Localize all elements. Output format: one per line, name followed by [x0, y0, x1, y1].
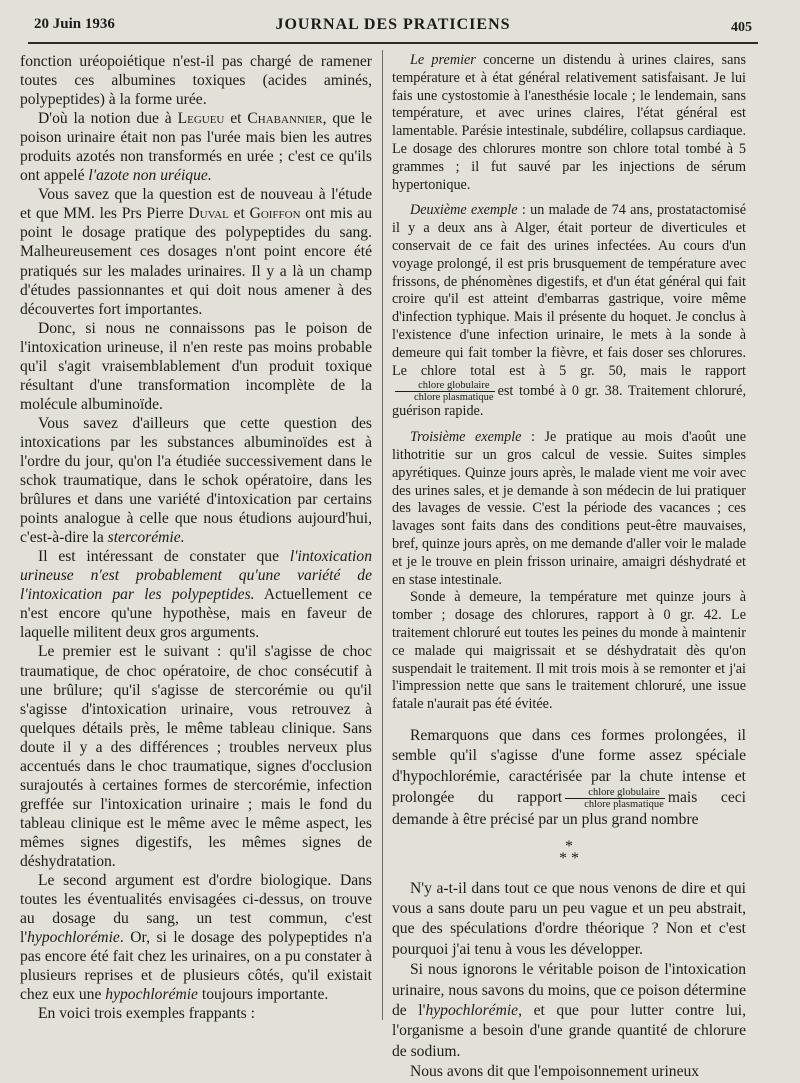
author-name: Chabannier: [247, 110, 323, 128]
paragraph: Si nous ignorons le véritable poison de l'intoxication urinaire, nous savons du moins, que ce poison détermine de l'hypochlorémie, et que pour lutter contre lui, l'organisme a besoin d'une grande quantité de chlorure de sodium.: [392, 961, 746, 1060]
right-column: [392, 52, 746, 1083]
paragraph: Vous savez que la question est de nouveau à l'étude et que MM. les Prs Pierre Duval et Goiffon ont mis au point le dosage pratique des polypeptides du sang. Malheureusement ces dosages n'ont point encore été pratiqués sur les malades urinaires. Il y a là un champ d'études passionnantes et qui doit nous amener à des découvertes fort importantes.: [20, 186, 372, 318]
paragraph: fonction uréopoiétique n'est-il pas chargé de ramener toutes ces albumines toxiques (acides aminés, polypeptides) à la forme urée.: [20, 53, 372, 109]
paragraph: Nous avons dit que l'empoisonnement urineux: [410, 1063, 700, 1081]
left-column: [20, 52, 372, 1023]
example-paragraph: Deuxième exemple : un malade de 74 ans, prostatactomisé il y a deux ans à Alger, était porteur de diverticules et conservait de ce fait des urines infectées. Au cours d'un voyage prolongé, il est pris brusquement de température avec frissons, de phénomènes digestifs, et d'un état général qui fait croire qu'il est atteint d'embarras gastrique, voire même d'infection typhique. Mais il présente du hoquet. Je conclus à l'existence d'une infection urinaire, le mets à la sonde à demeure qui fait tomber la fièvre, et fais doser ses chlorures. Le chlore total est à 5 gr. 50, mais le rapport $\frac{\text{chlore globulaire}}{\text{chlore plasmatique}}$ est tombé à 0 gr. 38. Traitement chloruré, guérison rapide.: [392, 202, 746, 420]
paragraph: N'y a-t-il dans tout ce que nous venons de dire et qui vous a sans doute paru un peu vague et un peu abstrait, que des spéculations d'ordre théorique ? Non et c'est pourquoi j'ai tenu à vous les développer.: [392, 879, 746, 958]
author-name: Duval: [188, 205, 229, 223]
author-name: Goiffon: [249, 205, 301, 223]
paragraph: En voici trois exemples frappants :: [38, 1005, 255, 1023]
example-paragraph: Le premier concerne un distendu à urines claires, sans température et à état général relativement satisfaisant. Je lui fais une cystostomie à l'anesthésie locale ; le lendemain, sans température, et avec urines claires, l'état général est lamentable. Parésie intestinale, subdélire, collapsus cardiaque. Le dosage des chlorures montre son chlore total tombé à 5 grammes ; il fut sauvé par les injections de sérum hypertonique.: [392, 52, 746, 193]
paragraph: Le premier est le suivant : qu'il s'agisse de choc traumatique, de choc opératoire, de choc consécutif à une brûlure; qu'il s'agisse de stercorémie ou qu'il s'agisse d'intoxication urinaire, vous retrouvez à quelques détails près, le même tableau clinique. Sans doute il y a des différences ; troubles nerveux plus accentués dans le choc traumatique, signes d'occlusion surajoutés à certaines formes de stercorémie, infection greffée sur l'intoxication urinaire ; mais le fond du tableau clinique est le même avec le même aspect, les mêmes signes digestifs, les mêmes signes de déshydratation.: [20, 643, 372, 870]
section-separator: * * *: [559, 837, 579, 867]
example-paragraph: Troisième exemple : Je pratique au mois d'août une lithotritie sur un gros calcul de vessie. Suites simples apyrétiques. Quinze jours après, le malade vient me voir avec des urines sales, et je demande à son médecin de lui pratiquer des lavages de vessie. C'est la période des vacances ; ces lavages sont faits dans des conditions peut-être mauvaises, bref, quinze jours après, on me demande d'aller voir le malade et je le trouve en plein frisson urinaire, amaigri déshydraté et en stase intestinale.: [392, 429, 746, 588]
paragraph: Donc, si nous ne connaissons pas le poison de l'intoxication urineuse, il n'en reste pas moins probable qu'il s'agit vraisemblablement d'un produit toxique résultant d'une transformation incomplète de la molécule albuminoïde.: [20, 319, 372, 413]
journal-title: JOURNAL DES PRATICIENS: [275, 16, 511, 33]
issue-date: 20 Juin 1936: [34, 16, 115, 32]
paragraph: Le second argument est d'ordre biologique. Dans toutes les éventualités envisagées ci-dessus, on trouve au dosage du sang, un test commun, c'est l'hypochlorémie. Or, si le dosage des polypeptides n'a pas encore été fait chez les urinaires, on a pu constater à plusieurs reprises et de plusieurs côtés, qu'il existait chez eux une hypochlorémie toujours importante.: [20, 872, 372, 1004]
page-header: [28, 8, 758, 44]
paragraph: Remarquons que dans ces formes prolongées, il semble qu'il s'agisse d'une forme assez spéciale d'hypochlorémie, caractérisée par la chute intense et prolongée du rapport $\frac{\text{chlore globulaire}}{\text{chlore plasmatique}}$ mais ceci demande à être précisé par un plus grand nombre: [392, 726, 746, 829]
column-divider: [382, 50, 383, 1020]
paragraph: Il est intéressant de constater que l'intoxication urineuse n'est probablement qu'une variété de l'intoxication par les polypeptides. Actuellement ce n'est encore qu'une hypothèse, mais en faveur de laquelle militent deux gros arguments.: [20, 548, 372, 642]
paragraph: D'où la notion due à Legueu et Chabannier, que le poison urinaire était non pas l'urée mais bien les autres produits azotés non transformés en urée ; c'est ce qu'ils ont appelé l'azote non uréique.: [20, 110, 372, 185]
ratio-fraction: $\frac{\text{chlore globulaire}}{\text{chlore plasmatique}}$: [565, 787, 665, 810]
paragraph: Vous savez d'ailleurs que cette question des intoxications par les substances albuminoïdes est à l'ordre du jour, qu'on l'a étudiée successivement dans le schok traumatique, dans le schok opératoire, dans les brûlures et dans une variété d'intoxication par certains points analogue à celle que nous étudions aujourd'hui, c'est-à-dire la stercorémie.: [20, 414, 372, 547]
example-paragraph: Sonde à demeure, la température met quinze jours à tomber ; dosage des chlorures, rapport à 0 gr. 42. Le traitement chloruré eut toutes les peines du monde à maintenir ce malade qui maigrissait et se déshydratait dès qu'on suspendait le traitement. Il mit trois mois à se remonter et j'ai l'impression nette que sans le traitement chloruré, une issue fatale n'aurait pas été évitée.: [392, 589, 746, 713]
ratio-fraction: $\frac{\text{chlore globulaire}}{\text{chlore plasmatique}}$: [395, 380, 495, 403]
page-number: 405: [731, 20, 752, 35]
author-name: Legueu: [177, 110, 225, 128]
